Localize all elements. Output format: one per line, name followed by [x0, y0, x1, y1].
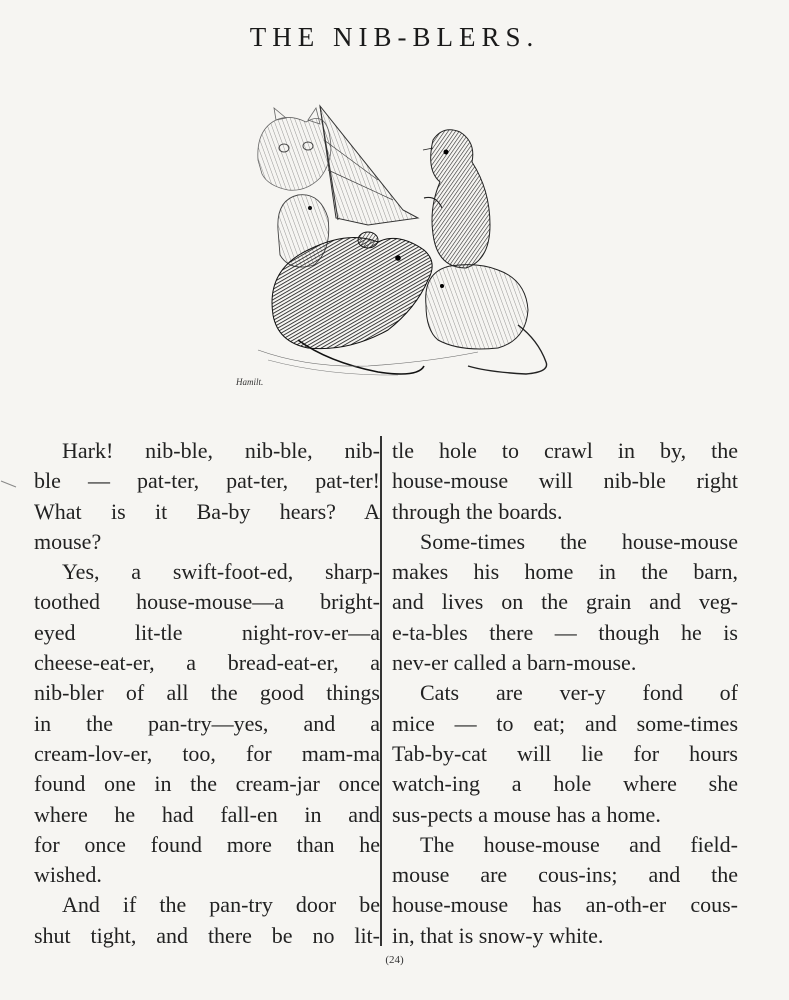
text-line: Tab-by-cat will lie for hours — [392, 740, 738, 766]
margin-mark — [0, 474, 18, 484]
text-line: in, that is snow-y white. — [392, 922, 604, 948]
page-title: THE NIB-BLERS. — [249, 22, 540, 52]
text-line: mouse are cous-ins; and the — [392, 862, 738, 888]
text-line: house-mouse will nib-ble right — [392, 468, 738, 494]
text-line: What is it Ba-by hears? A — [34, 498, 380, 524]
text-line: found one in the cream-jar once — [34, 771, 380, 797]
standing-mouse — [423, 130, 490, 268]
ground — [258, 350, 478, 375]
text-line: mice — to eat; and some-times — [392, 710, 738, 736]
text-line: eyed lit-tle night-rov-er—a — [34, 619, 380, 645]
left-column — [34, 436, 380, 951]
text-line: toothed house-mouse—a bright- — [34, 589, 380, 615]
cat-figure — [258, 108, 331, 190]
eating-mouse — [426, 265, 547, 374]
text-columns — [34, 436, 754, 951]
right-column — [392, 436, 738, 951]
text-line: shut tight, and there be no lit- — [34, 922, 380, 948]
text-line: nib-bler of all the good things — [34, 680, 380, 706]
text-line: watch-ing a hole where she — [392, 771, 738, 797]
text-line: and lives on the grain and veg- — [392, 589, 738, 615]
text-line: house-mouse has an-oth-er cous- — [392, 892, 738, 918]
text-line: where he had fall-en in and — [34, 801, 380, 827]
text-line: sus-pects a mouse has a home. — [392, 801, 661, 827]
text-line: through the boards. — [392, 498, 563, 524]
text-line: cheese-eat-er, a bread-eat-er, a — [34, 650, 380, 676]
text-line: makes his home in the barn, — [392, 559, 738, 585]
text-line: nev-er called a barn-mouse. — [392, 650, 637, 676]
text-line: wished. — [34, 862, 102, 888]
page-number: (24) — [385, 954, 404, 966]
text-line: The house-mouse and field- — [420, 831, 738, 857]
text-line: ble — pat-ter, pat-ter, pat-ter! — [34, 468, 380, 494]
text-line: e-ta-bles there — though he is — [392, 619, 738, 645]
text-line: tle hole to crawl in by, the — [392, 438, 738, 463]
illustrator-signature: Hamilt. — [236, 377, 264, 387]
text-line: Hark! nib-ble, nib-ble, nib- — [62, 438, 380, 463]
text-line: cream-lov-er, too, for mam-ma — [34, 740, 380, 766]
column-divider — [380, 436, 382, 946]
text-line: mouse? — [34, 528, 102, 554]
board-trap — [320, 106, 418, 225]
text-line: Cats are ver-y fond of — [420, 680, 738, 706]
text-line: for once found more than he — [34, 831, 380, 857]
text-line: in the pan-try—yes, and a — [34, 710, 380, 736]
text-line: And if the pan-try door be — [62, 892, 380, 918]
text-line: Yes, a swift-foot-ed, sharp- — [62, 559, 380, 585]
mice-engraving-illustration — [228, 100, 558, 400]
text-line: Some-times the house-mouse — [420, 528, 738, 554]
